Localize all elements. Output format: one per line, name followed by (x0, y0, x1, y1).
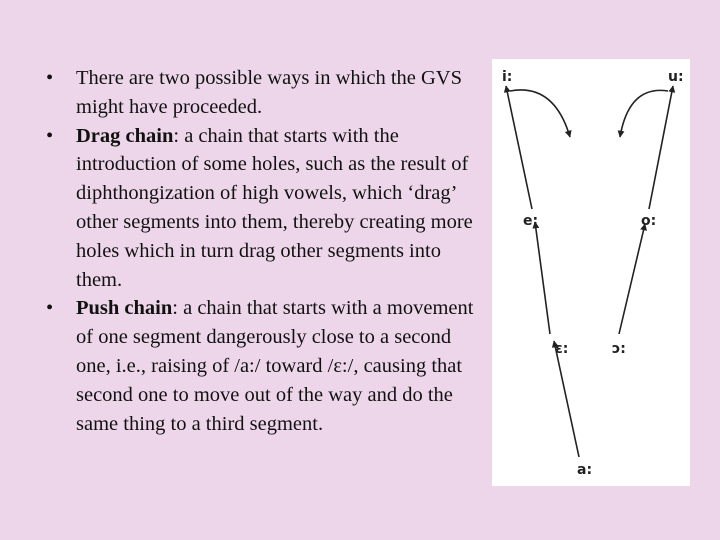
arrow-open-o-to-o (619, 224, 645, 334)
arrow-e-to-i (506, 86, 532, 209)
arrow-i-diphthong (510, 90, 570, 137)
bullet-intro-text: There are two possible ways in which the GVS might have proceeded. (76, 67, 462, 118)
vowel-i-label: i: (502, 69, 513, 85)
arrow-a-to-eps (554, 341, 579, 457)
vowel-e-label: e: (523, 213, 539, 229)
arrow-o-to-u (649, 86, 673, 209)
vowel-shift-svg (492, 59, 690, 486)
arrow-eps-to-e (535, 222, 550, 334)
bullet-drag-chain (46, 122, 486, 295)
vowel-shift-diagram (492, 59, 690, 486)
vowel-a-label: a: (577, 462, 593, 478)
vowel-u-label: u: (668, 69, 684, 85)
bullet-push-chain (46, 294, 486, 438)
drag-chain-definition: : a chain that starts with the introduction of some holes, such as the result of diphthongization of high vowels, which ‘drag’ other segments into them, thereby creating more holes which in turn drag other segments into them. (76, 124, 473, 291)
vowel-open-o-label: ɔ: (612, 341, 626, 357)
arrow-u-diphthong (620, 90, 668, 137)
vowel-o-label: o: (641, 213, 657, 229)
push-chain-term: Push chain (76, 297, 173, 320)
vowel-open-e-label: ɛ: (555, 341, 569, 357)
bullet-list (46, 64, 486, 438)
push-chain-definition: : a chain that starts with a movement of one segment dangerously close to a second one, i.e., raising of /a:/ toward /ɛ:/, causing that second one to move out of the way and do the same thing to a third segment. (76, 297, 474, 435)
drag-chain-term: Drag chain (76, 124, 174, 147)
bullet-intro (46, 64, 486, 122)
